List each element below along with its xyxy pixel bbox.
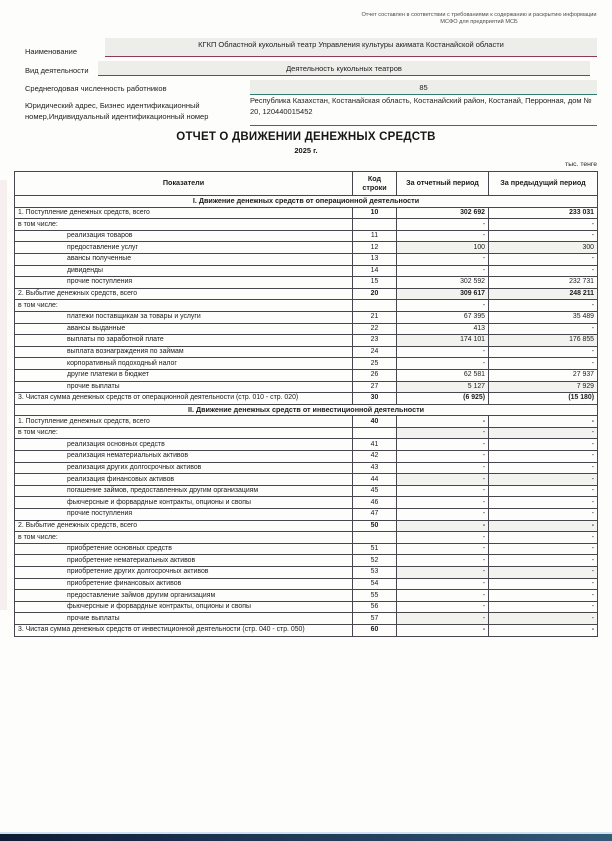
row-line-code: 45 — [353, 485, 397, 497]
row-line-code: 25 — [353, 358, 397, 370]
current-period-value: - — [397, 300, 489, 312]
row-line-code: 57 — [353, 613, 397, 625]
row-line-code — [353, 532, 397, 544]
row-label: реализация товаров — [15, 230, 353, 242]
current-period-value: 5 127 — [397, 381, 489, 393]
previous-period-value: - — [489, 578, 598, 590]
previous-period-value: - — [489, 358, 598, 370]
current-period-value: - — [397, 613, 489, 625]
row-label: 3. Чистая сумма денежных средств от инвестиционной деятельности (стр. 040 - стр. 050) — [15, 624, 353, 636]
avg-employees-label: Среднегодовая численность работников — [25, 84, 167, 93]
previous-period-value: 176 855 — [489, 335, 598, 347]
current-period-value: - — [397, 555, 489, 567]
company-name-value: КГКП Областной кукольный театр Управления культуры акимата Костанайской области — [105, 38, 597, 57]
current-period-value: - — [397, 265, 489, 277]
row-line-code: 55 — [353, 590, 397, 602]
section-header-label: II. Движение денежных средств от инвестиционной деятельности — [15, 404, 598, 416]
row-line-code: 12 — [353, 242, 397, 254]
previous-period-value: (15 180) — [489, 393, 598, 405]
row-line-code: 44 — [353, 474, 397, 486]
previous-period-value: - — [489, 601, 598, 613]
previous-period-value: - — [489, 485, 598, 497]
table-row — [15, 578, 598, 590]
row-line-code: 40 — [353, 416, 397, 428]
current-period-value: 302 592 — [397, 277, 489, 289]
table-row — [15, 451, 598, 463]
row-label: в том числе: — [15, 300, 353, 312]
row-label: другие платежи в бюджет — [15, 369, 353, 381]
section-header-row — [15, 404, 598, 416]
row-line-code: 41 — [353, 439, 397, 451]
previous-period-value: 35 489 — [489, 311, 598, 323]
legal-address-label: Юридический адрес, Бизнес идентификационный номер,Индивидуальный идентификационный номер — [25, 101, 209, 122]
current-period-value: - — [397, 219, 489, 231]
company-name-label: Наименование — [25, 47, 77, 56]
row-line-code: 10 — [353, 207, 397, 219]
current-period-value: - — [397, 451, 489, 463]
previous-period-value: 232 731 — [489, 277, 598, 289]
current-period-value: - — [397, 485, 489, 497]
section-header-row — [15, 196, 598, 208]
row-line-code: 50 — [353, 520, 397, 532]
previous-period-value: - — [489, 427, 598, 439]
row-line-code: 46 — [353, 497, 397, 509]
current-period-value: 67 395 — [397, 311, 489, 323]
current-period-value: - — [397, 532, 489, 544]
current-period-value: - — [397, 427, 489, 439]
table-row — [15, 207, 598, 219]
table-row — [15, 590, 598, 602]
row-line-code: 30 — [353, 393, 397, 405]
current-period-value: 62 581 — [397, 369, 489, 381]
row-label: 1. Поступление денежных средств, всего — [15, 416, 353, 428]
previous-period-value: 27 937 — [489, 369, 598, 381]
row-line-code — [353, 427, 397, 439]
row-label: в том числе: — [15, 427, 353, 439]
row-label: приобретение нематериальных активов — [15, 555, 353, 567]
current-period-value: - — [397, 439, 489, 451]
row-label: погашение займов, предоставленных другим организациям — [15, 485, 353, 497]
row-label: реализация нематериальных активов — [15, 451, 353, 463]
row-line-code: 52 — [353, 555, 397, 567]
previous-period-value: - — [489, 532, 598, 544]
activity-type-label: Вид деятельности — [25, 66, 89, 75]
row-label: 2. Выбытие денежных средств, всего — [15, 288, 353, 300]
previous-period-value: - — [489, 439, 598, 451]
table-header-row — [15, 172, 598, 196]
table-header — [15, 172, 598, 196]
row-label: приобретение финансовых активов — [15, 578, 353, 590]
table-row — [15, 288, 598, 300]
row-label: реализация финансовых активов — [15, 474, 353, 486]
table-row — [15, 335, 598, 347]
column-header-previous-period: За предыдущий период — [489, 172, 598, 196]
legal-address-value: Республика Казахстан, Костанайская область, Костанайский район, Костанай, Перронная, дом № 20, 120440015452 — [250, 96, 597, 126]
row-line-code: 15 — [353, 277, 397, 289]
current-period-value: - — [397, 230, 489, 242]
row-line-code: 51 — [353, 543, 397, 555]
previous-period-value: - — [489, 590, 598, 602]
previous-period-value: - — [489, 543, 598, 555]
row-line-code: 20 — [353, 288, 397, 300]
row-line-code: 11 — [353, 230, 397, 242]
previous-period-value: - — [489, 265, 598, 277]
current-period-value: - — [397, 497, 489, 509]
row-line-code: 43 — [353, 462, 397, 474]
current-period-value: - — [397, 462, 489, 474]
table-row — [15, 624, 598, 636]
table-row — [15, 601, 598, 613]
table-row — [15, 543, 598, 555]
current-period-value: - — [397, 520, 489, 532]
row-label: авансы полученные — [15, 253, 353, 265]
current-period-value: - — [397, 253, 489, 265]
table-row — [15, 277, 598, 289]
column-header-current-period: За отчетный период — [397, 172, 489, 196]
previous-period-value: - — [489, 520, 598, 532]
previous-period-value: - — [489, 497, 598, 509]
table-row — [15, 509, 598, 521]
row-label: корпоративный подоходный налог — [15, 358, 353, 370]
row-line-code: 54 — [353, 578, 397, 590]
previous-period-value: - — [489, 624, 598, 636]
previous-period-value: 7 929 — [489, 381, 598, 393]
document-period: 2025 г. — [294, 146, 318, 155]
avg-employees-value: 85 — [250, 80, 597, 95]
row-label: реализация других долгосрочных активов — [15, 462, 353, 474]
row-label: прочие выплаты — [15, 381, 353, 393]
row-label: выплата вознаграждения по займам — [15, 346, 353, 358]
scan-bottom-dark-bar — [0, 834, 612, 841]
previous-period-value: - — [489, 416, 598, 428]
row-label: прочие поступления — [15, 509, 353, 521]
row-label: приобретение основных средств — [15, 543, 353, 555]
current-period-value: - — [397, 590, 489, 602]
document-title: ОТЧЕТ О ДВИЖЕНИИ ДЕНЕЖНЫХ СРЕДСТВ — [176, 131, 436, 143]
current-period-value: - — [397, 474, 489, 486]
current-period-value: - — [397, 567, 489, 579]
table-row — [15, 369, 598, 381]
previous-period-value: - — [489, 462, 598, 474]
row-label: 2. Выбытие денежных средств, всего — [15, 520, 353, 532]
previous-period-value: - — [489, 474, 598, 486]
current-period-value: - — [397, 601, 489, 613]
row-line-code: 14 — [353, 265, 397, 277]
previous-period-value: - — [489, 230, 598, 242]
row-line-code — [353, 219, 397, 231]
table-row — [15, 497, 598, 509]
previous-period-value: - — [489, 219, 598, 231]
current-period-value: 100 — [397, 242, 489, 254]
table-row — [15, 381, 598, 393]
row-label: в том числе: — [15, 219, 353, 231]
table-row — [15, 242, 598, 254]
previous-period-value: - — [489, 253, 598, 265]
table-row — [15, 253, 598, 265]
row-label: фьючерсные и форвардные контракты, опционы и свопы — [15, 601, 353, 613]
table-row — [15, 346, 598, 358]
previous-period-value: - — [489, 613, 598, 625]
units-note: тыс. тенге — [565, 161, 597, 168]
column-header-line-code: Код строки — [353, 172, 397, 196]
current-period-value: 302 692 — [397, 207, 489, 219]
previous-period-value: - — [489, 451, 598, 463]
row-label: фьючерсные и форвардные контракты, опционы и свопы — [15, 497, 353, 509]
current-period-value: - — [397, 509, 489, 521]
previous-period-value: - — [489, 346, 598, 358]
table-row — [15, 439, 598, 451]
current-period-value: 413 — [397, 323, 489, 335]
table-row — [15, 427, 598, 439]
row-line-code: 13 — [353, 253, 397, 265]
table-row — [15, 393, 598, 405]
previous-period-value: - — [489, 509, 598, 521]
row-line-code: 24 — [353, 346, 397, 358]
statement-table-body — [15, 196, 598, 637]
row-line-code: 21 — [353, 311, 397, 323]
table-row — [15, 462, 598, 474]
table-row — [15, 416, 598, 428]
row-label: дивиденды — [15, 265, 353, 277]
table-row — [15, 311, 598, 323]
table-row — [15, 474, 598, 486]
report-compliance-note: Отчет составлен в соответствии с требованиями к содержанию и раскрытию информации МСФО для предприятий МСБ — [361, 12, 597, 25]
current-period-value: (6 925) — [397, 393, 489, 405]
previous-period-value: 300 — [489, 242, 598, 254]
current-period-value: - — [397, 358, 489, 370]
row-line-code: 42 — [353, 451, 397, 463]
row-label: приобретение других долгосрочных активов — [15, 567, 353, 579]
table-row — [15, 300, 598, 312]
previous-period-value: - — [489, 567, 598, 579]
section-header-label: I. Движение денежных средств от операционной деятельности — [15, 196, 598, 208]
row-line-code: 53 — [353, 567, 397, 579]
row-label: выплаты по заработной плате — [15, 335, 353, 347]
previous-period-value: - — [489, 300, 598, 312]
table-row — [15, 219, 598, 231]
table-row — [15, 567, 598, 579]
row-label: прочие поступления — [15, 277, 353, 289]
row-line-code: 22 — [353, 323, 397, 335]
current-period-value: - — [397, 346, 489, 358]
previous-period-value: 233 031 — [489, 207, 598, 219]
current-period-value: 309 617 — [397, 288, 489, 300]
row-line-code: 23 — [353, 335, 397, 347]
row-label: реализация основных средств — [15, 439, 353, 451]
table-row — [15, 265, 598, 277]
row-line-code: 56 — [353, 601, 397, 613]
column-header-indicators: Показатели — [15, 172, 353, 196]
row-label: 1. Поступление денежных средств, всего — [15, 207, 353, 219]
previous-period-value: 248 211 — [489, 288, 598, 300]
row-line-code: 47 — [353, 509, 397, 521]
row-line-code: 27 — [353, 381, 397, 393]
row-label: авансы выданные — [15, 323, 353, 335]
table-row — [15, 323, 598, 335]
row-line-code: 60 — [353, 624, 397, 636]
row-label: 3. Чистая сумма денежных средств от операционной деятельности (стр. 010 - стр. 020) — [15, 393, 353, 405]
table-row — [15, 485, 598, 497]
row-label: предоставление займов другим организациям — [15, 590, 353, 602]
activity-type-value: Деятельность кукольных театров — [98, 61, 590, 76]
row-line-code: 26 — [353, 369, 397, 381]
current-period-value: 174 101 — [397, 335, 489, 347]
row-label: в том числе: — [15, 532, 353, 544]
current-period-value: - — [397, 416, 489, 428]
previous-period-value: - — [489, 323, 598, 335]
table-row — [15, 358, 598, 370]
row-line-code — [353, 300, 397, 312]
scan-edge-artifact — [0, 180, 7, 610]
current-period-value: - — [397, 543, 489, 555]
table-row — [15, 520, 598, 532]
previous-period-value: - — [489, 555, 598, 567]
table-row — [15, 532, 598, 544]
table-row — [15, 613, 598, 625]
current-period-value: - — [397, 624, 489, 636]
row-label: платежи поставщикам за товары и услуги — [15, 311, 353, 323]
cash-flow-statement-table — [14, 171, 598, 637]
table-row — [15, 230, 598, 242]
table-row — [15, 555, 598, 567]
row-label: предоставление услуг — [15, 242, 353, 254]
row-label: прочие выплаты — [15, 613, 353, 625]
current-period-value: - — [397, 578, 489, 590]
